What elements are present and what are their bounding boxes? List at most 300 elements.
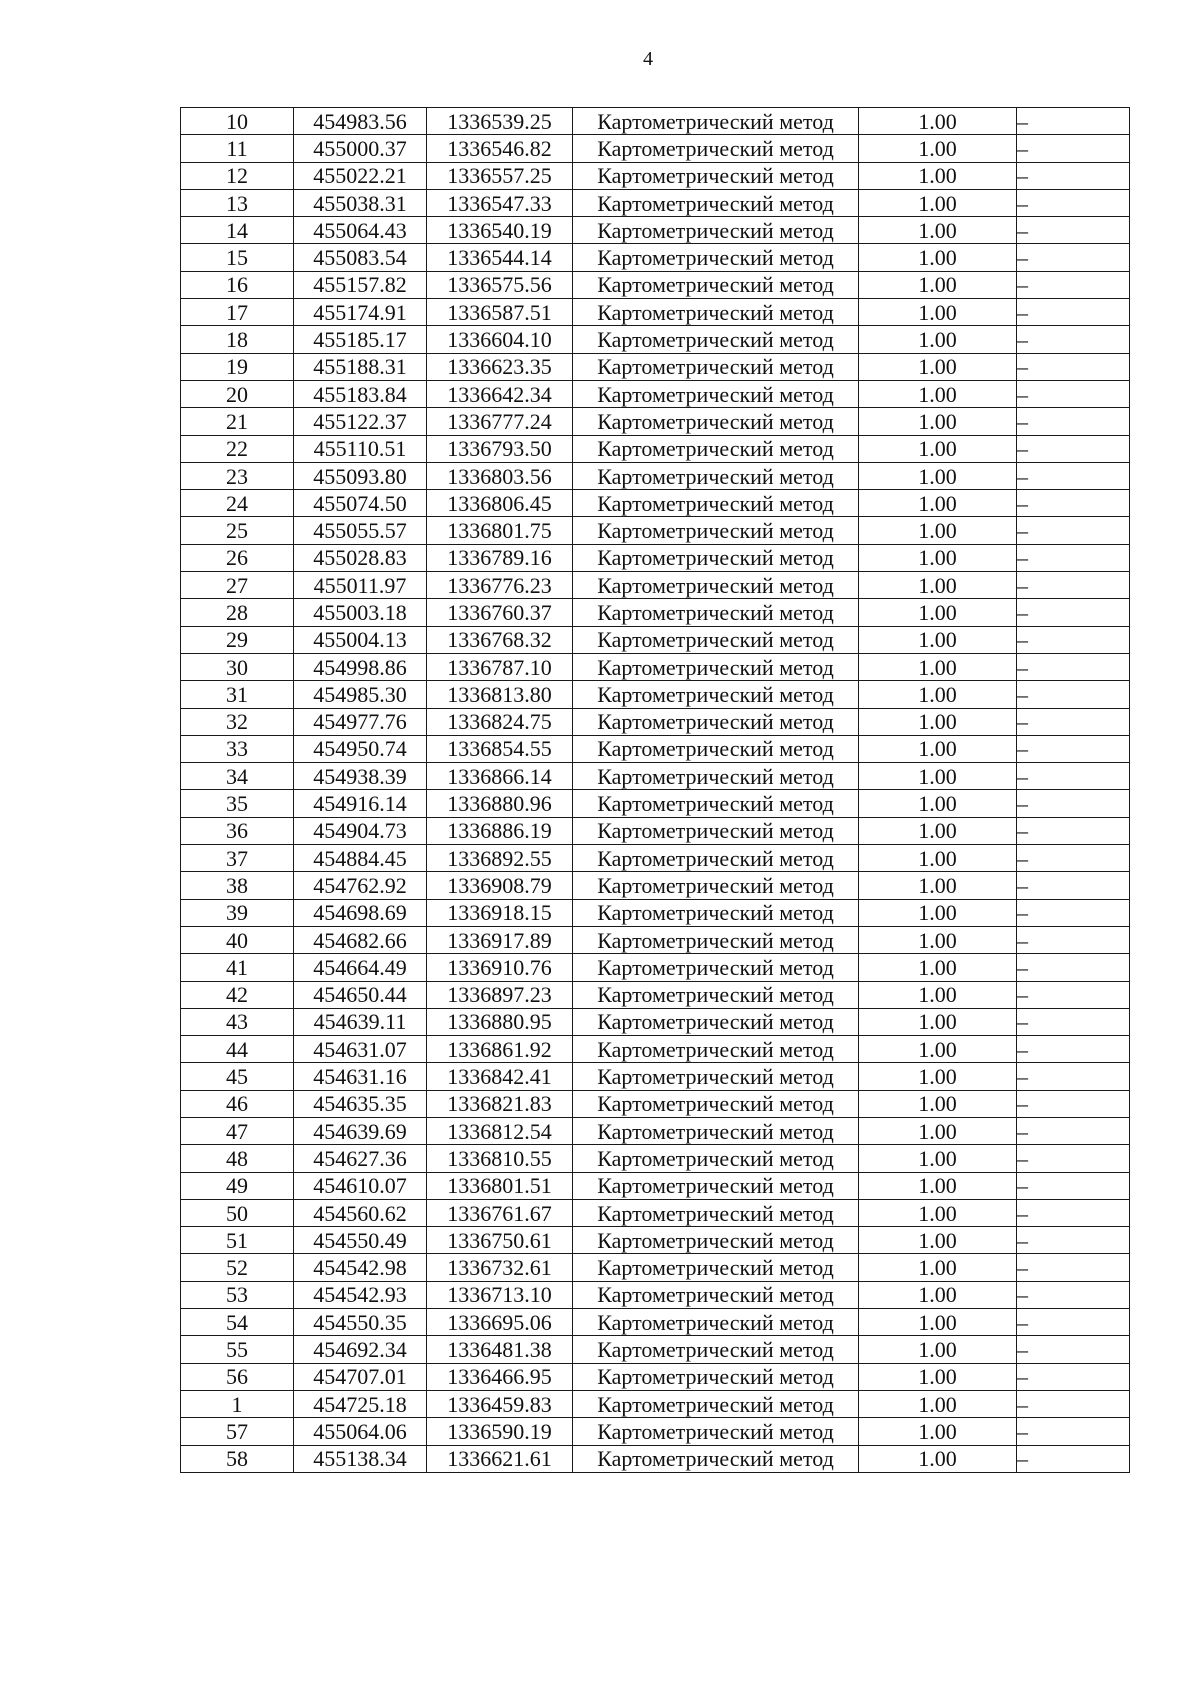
table-row [181, 1254, 1130, 1281]
x-coordinate-cell: 454542.93 [294, 1281, 427, 1308]
method-cell: Картометрический метод [573, 763, 859, 790]
x-coordinate-cell: 454682.66 [294, 926, 427, 953]
accuracy-cell: 1.00 [859, 981, 1017, 1008]
table-row [181, 817, 1130, 844]
description-cell: – [1017, 1172, 1130, 1199]
y-coordinate-cell: 1336810.55 [427, 1145, 573, 1172]
accuracy-cell: 1.00 [859, 1036, 1017, 1063]
point-number-cell: 50 [181, 1199, 294, 1226]
x-coordinate-cell: 454550.35 [294, 1309, 427, 1336]
description-cell: – [1017, 162, 1130, 189]
x-coordinate-cell: 454916.14 [294, 790, 427, 817]
x-coordinate-cell: 455157.82 [294, 271, 427, 298]
point-number-cell: 49 [181, 1172, 294, 1199]
y-coordinate-cell: 1336801.51 [427, 1172, 573, 1199]
point-number-cell: 51 [181, 1227, 294, 1254]
description-cell: – [1017, 380, 1130, 407]
y-coordinate-cell: 1336539.25 [427, 108, 573, 135]
method-cell: Картометрический метод [573, 1063, 859, 1090]
y-coordinate-cell: 1336801.75 [427, 517, 573, 544]
x-coordinate-cell: 455174.91 [294, 299, 427, 326]
description-cell: – [1017, 845, 1130, 872]
point-number-cell: 55 [181, 1336, 294, 1363]
description-cell: – [1017, 244, 1130, 271]
table-row [181, 626, 1130, 653]
x-coordinate-cell: 455110.51 [294, 435, 427, 462]
table-row [181, 1063, 1130, 1090]
point-number-cell: 54 [181, 1309, 294, 1336]
x-coordinate-cell: 455004.13 [294, 626, 427, 653]
point-number-cell: 19 [181, 353, 294, 380]
description-cell: – [1017, 926, 1130, 953]
y-coordinate-cell: 1336787.10 [427, 653, 573, 680]
point-number-cell: 57 [181, 1418, 294, 1445]
point-number-cell: 52 [181, 1254, 294, 1281]
table-row [181, 735, 1130, 762]
method-cell: Картометрический метод [573, 708, 859, 735]
accuracy-cell: 1.00 [859, 1418, 1017, 1445]
method-cell: Картометрический метод [573, 217, 859, 244]
y-coordinate-cell: 1336623.35 [427, 353, 573, 380]
method-cell: Картометрический метод [573, 981, 859, 1008]
x-coordinate-cell: 454635.35 [294, 1090, 427, 1117]
method-cell: Картометрический метод [573, 1172, 859, 1199]
table-row [181, 1172, 1130, 1199]
accuracy-cell: 1.00 [859, 1172, 1017, 1199]
accuracy-cell: 1.00 [859, 435, 1017, 462]
x-coordinate-cell: 455183.84 [294, 380, 427, 407]
y-coordinate-cell: 1336866.14 [427, 763, 573, 790]
description-cell: – [1017, 653, 1130, 680]
accuracy-cell: 1.00 [859, 708, 1017, 735]
method-cell: Картометрический метод [573, 1145, 859, 1172]
point-number-cell: 10 [181, 108, 294, 135]
x-coordinate-cell: 454938.39 [294, 763, 427, 790]
table-row [181, 353, 1130, 380]
method-cell: Картометрический метод [573, 735, 859, 762]
description-cell: – [1017, 599, 1130, 626]
x-coordinate-cell: 454692.34 [294, 1336, 427, 1363]
method-cell: Картометрический метод [573, 954, 859, 981]
description-cell: – [1017, 1227, 1130, 1254]
y-coordinate-cell: 1336466.95 [427, 1363, 573, 1390]
y-coordinate-cell: 1336892.55 [427, 845, 573, 872]
description-cell: – [1017, 572, 1130, 599]
description-cell: – [1017, 1336, 1130, 1363]
method-cell: Картометрический метод [573, 1117, 859, 1144]
method-cell: Картометрический метод [573, 517, 859, 544]
accuracy-cell: 1.00 [859, 572, 1017, 599]
accuracy-cell: 1.00 [859, 1117, 1017, 1144]
method-cell: Картометрический метод [573, 1227, 859, 1254]
description-cell: – [1017, 1418, 1130, 1445]
y-coordinate-cell: 1336713.10 [427, 1281, 573, 1308]
method-cell: Картометрический метод [573, 490, 859, 517]
table-row [181, 1008, 1130, 1035]
x-coordinate-cell: 454884.45 [294, 845, 427, 872]
method-cell: Картометрический метод [573, 353, 859, 380]
table-row [181, 544, 1130, 571]
method-cell: Картометрический метод [573, 572, 859, 599]
x-coordinate-cell: 454650.44 [294, 981, 427, 1008]
y-coordinate-cell: 1336824.75 [427, 708, 573, 735]
description-cell: – [1017, 435, 1130, 462]
point-number-cell: 42 [181, 981, 294, 1008]
table-row [181, 763, 1130, 790]
x-coordinate-cell: 454631.07 [294, 1036, 427, 1063]
method-cell: Картометрический метод [573, 544, 859, 571]
point-number-cell: 53 [181, 1281, 294, 1308]
method-cell: Картометрический метод [573, 435, 859, 462]
description-cell: – [1017, 817, 1130, 844]
point-number-cell: 17 [181, 299, 294, 326]
y-coordinate-cell: 1336547.33 [427, 189, 573, 216]
accuracy-cell: 1.00 [859, 299, 1017, 326]
accuracy-cell: 1.00 [859, 1145, 1017, 1172]
accuracy-cell: 1.00 [859, 735, 1017, 762]
method-cell: Картометрический метод [573, 1281, 859, 1308]
x-coordinate-cell: 455064.06 [294, 1418, 427, 1445]
y-coordinate-cell: 1336861.92 [427, 1036, 573, 1063]
accuracy-cell: 1.00 [859, 954, 1017, 981]
description-cell: – [1017, 899, 1130, 926]
x-coordinate-cell: 454977.76 [294, 708, 427, 735]
x-coordinate-cell: 455138.34 [294, 1445, 427, 1472]
description-cell: – [1017, 408, 1130, 435]
method-cell: Картометрический метод [573, 626, 859, 653]
description-cell: – [1017, 790, 1130, 817]
accuracy-cell: 1.00 [859, 517, 1017, 544]
x-coordinate-cell: 455003.18 [294, 599, 427, 626]
x-coordinate-cell: 455188.31 [294, 353, 427, 380]
table-row [181, 572, 1130, 599]
description-cell: – [1017, 1008, 1130, 1035]
table-row [181, 1336, 1130, 1363]
x-coordinate-cell: 455028.83 [294, 544, 427, 571]
y-coordinate-cell: 1336910.76 [427, 954, 573, 981]
accuracy-cell: 1.00 [859, 1281, 1017, 1308]
point-number-cell: 43 [181, 1008, 294, 1035]
x-coordinate-cell: 455000.37 [294, 135, 427, 162]
point-number-cell: 48 [181, 1145, 294, 1172]
accuracy-cell: 1.00 [859, 626, 1017, 653]
table-row [181, 653, 1130, 680]
table-row [181, 189, 1130, 216]
method-cell: Картометрический метод [573, 926, 859, 953]
y-coordinate-cell: 1336540.19 [427, 217, 573, 244]
method-cell: Картометрический метод [573, 681, 859, 708]
point-number-cell: 13 [181, 189, 294, 216]
description-cell: – [1017, 217, 1130, 244]
accuracy-cell: 1.00 [859, 1063, 1017, 1090]
y-coordinate-cell: 1336557.25 [427, 162, 573, 189]
point-number-cell: 40 [181, 926, 294, 953]
accuracy-cell: 1.00 [859, 1090, 1017, 1117]
description-cell: – [1017, 708, 1130, 735]
point-number-cell: 18 [181, 326, 294, 353]
y-coordinate-cell: 1336621.61 [427, 1445, 573, 1472]
x-coordinate-cell: 455038.31 [294, 189, 427, 216]
y-coordinate-cell: 1336761.67 [427, 1199, 573, 1226]
coordinates-table [180, 107, 1130, 1473]
method-cell: Картометрический метод [573, 1199, 859, 1226]
x-coordinate-cell: 454560.62 [294, 1199, 427, 1226]
table-row [181, 490, 1130, 517]
y-coordinate-cell: 1336776.23 [427, 572, 573, 599]
y-coordinate-cell: 1336590.19 [427, 1418, 573, 1445]
table-row [181, 244, 1130, 271]
method-cell: Картометрический метод [573, 845, 859, 872]
point-number-cell: 30 [181, 653, 294, 680]
table-row [181, 1418, 1130, 1445]
y-coordinate-cell: 1336897.23 [427, 981, 573, 1008]
accuracy-cell: 1.00 [859, 162, 1017, 189]
table-row [181, 872, 1130, 899]
point-number-cell: 58 [181, 1445, 294, 1472]
description-cell: – [1017, 1445, 1130, 1472]
x-coordinate-cell: 454639.11 [294, 1008, 427, 1035]
description-cell: – [1017, 544, 1130, 571]
point-number-cell: 46 [181, 1090, 294, 1117]
accuracy-cell: 1.00 [859, 544, 1017, 571]
method-cell: Картометрический метод [573, 790, 859, 817]
table-row [181, 845, 1130, 872]
description-cell: – [1017, 1199, 1130, 1226]
accuracy-cell: 1.00 [859, 353, 1017, 380]
method-cell: Картометрический метод [573, 1363, 859, 1390]
accuracy-cell: 1.00 [859, 1336, 1017, 1363]
table-row [181, 1036, 1130, 1063]
table-row [181, 954, 1130, 981]
description-cell: – [1017, 108, 1130, 135]
table-row [181, 162, 1130, 189]
description-cell: – [1017, 954, 1130, 981]
accuracy-cell: 1.00 [859, 135, 1017, 162]
description-cell: – [1017, 353, 1130, 380]
description-cell: – [1017, 681, 1130, 708]
accuracy-cell: 1.00 [859, 217, 1017, 244]
point-number-cell: 22 [181, 435, 294, 462]
x-coordinate-cell: 454664.49 [294, 954, 427, 981]
y-coordinate-cell: 1336842.41 [427, 1063, 573, 1090]
table-row [181, 1309, 1130, 1336]
table-row [181, 1363, 1130, 1390]
x-coordinate-cell: 454627.36 [294, 1145, 427, 1172]
method-cell: Картометрический метод [573, 135, 859, 162]
table-row [181, 1281, 1130, 1308]
accuracy-cell: 1.00 [859, 681, 1017, 708]
y-coordinate-cell: 1336642.34 [427, 380, 573, 407]
y-coordinate-cell: 1336917.89 [427, 926, 573, 953]
table-row [181, 708, 1130, 735]
y-coordinate-cell: 1336880.96 [427, 790, 573, 817]
point-number-cell: 16 [181, 271, 294, 298]
x-coordinate-cell: 455083.54 [294, 244, 427, 271]
table-row [181, 299, 1130, 326]
point-number-cell: 24 [181, 490, 294, 517]
accuracy-cell: 1.00 [859, 1008, 1017, 1035]
point-number-cell: 33 [181, 735, 294, 762]
point-number-cell: 39 [181, 899, 294, 926]
point-number-cell: 35 [181, 790, 294, 817]
point-number-cell: 11 [181, 135, 294, 162]
description-cell: – [1017, 135, 1130, 162]
point-number-cell: 47 [181, 1117, 294, 1144]
table-row [181, 1445, 1130, 1472]
method-cell: Картометрический метод [573, 599, 859, 626]
table-row [181, 217, 1130, 244]
accuracy-cell: 1.00 [859, 1227, 1017, 1254]
description-cell: – [1017, 1090, 1130, 1117]
method-cell: Картометрический метод [573, 653, 859, 680]
x-coordinate-cell: 455093.80 [294, 462, 427, 489]
accuracy-cell: 1.00 [859, 380, 1017, 407]
x-coordinate-cell: 454904.73 [294, 817, 427, 844]
table-row [181, 1117, 1130, 1144]
description-cell: – [1017, 189, 1130, 216]
table-row [181, 380, 1130, 407]
x-coordinate-cell: 455055.57 [294, 517, 427, 544]
accuracy-cell: 1.00 [859, 653, 1017, 680]
table-row [181, 926, 1130, 953]
table-row [181, 1227, 1130, 1254]
accuracy-cell: 1.00 [859, 926, 1017, 953]
description-cell: – [1017, 517, 1130, 544]
point-number-cell: 31 [181, 681, 294, 708]
table-row [181, 1090, 1130, 1117]
description-cell: – [1017, 1363, 1130, 1390]
x-coordinate-cell: 455185.17 [294, 326, 427, 353]
table-row [181, 681, 1130, 708]
method-cell: Картометрический метод [573, 1445, 859, 1472]
y-coordinate-cell: 1336587.51 [427, 299, 573, 326]
description-cell: – [1017, 981, 1130, 1008]
page-number: 4 [643, 48, 653, 70]
x-coordinate-cell: 454542.98 [294, 1254, 427, 1281]
x-coordinate-cell: 454950.74 [294, 735, 427, 762]
x-coordinate-cell: 454725.18 [294, 1390, 427, 1417]
accuracy-cell: 1.00 [859, 108, 1017, 135]
description-cell: – [1017, 1309, 1130, 1336]
x-coordinate-cell: 455064.43 [294, 217, 427, 244]
accuracy-cell: 1.00 [859, 1309, 1017, 1336]
point-number-cell: 15 [181, 244, 294, 271]
point-number-cell: 20 [181, 380, 294, 407]
point-number-cell: 37 [181, 845, 294, 872]
method-cell: Картометрический метод [573, 462, 859, 489]
point-number-cell: 38 [181, 872, 294, 899]
accuracy-cell: 1.00 [859, 1199, 1017, 1226]
y-coordinate-cell: 1336886.19 [427, 817, 573, 844]
description-cell: – [1017, 1063, 1130, 1090]
accuracy-cell: 1.00 [859, 1363, 1017, 1390]
method-cell: Картометрический метод [573, 299, 859, 326]
x-coordinate-cell: 454631.16 [294, 1063, 427, 1090]
accuracy-cell: 1.00 [859, 763, 1017, 790]
method-cell: Картометрический метод [573, 1336, 859, 1363]
accuracy-cell: 1.00 [859, 490, 1017, 517]
point-number-cell: 32 [181, 708, 294, 735]
table-row [181, 408, 1130, 435]
method-cell: Картометрический метод [573, 1390, 859, 1417]
accuracy-cell: 1.00 [859, 1254, 1017, 1281]
y-coordinate-cell: 1336880.95 [427, 1008, 573, 1035]
method-cell: Картометрический метод [573, 1008, 859, 1035]
y-coordinate-cell: 1336481.38 [427, 1336, 573, 1363]
y-coordinate-cell: 1336695.06 [427, 1309, 573, 1336]
point-number-cell: 44 [181, 1036, 294, 1063]
table-row [181, 899, 1130, 926]
description-cell: – [1017, 735, 1130, 762]
x-coordinate-cell: 454550.49 [294, 1227, 427, 1254]
table-row [181, 435, 1130, 462]
y-coordinate-cell: 1336821.83 [427, 1090, 573, 1117]
description-cell: – [1017, 271, 1130, 298]
table-row [181, 462, 1130, 489]
accuracy-cell: 1.00 [859, 1390, 1017, 1417]
description-cell: – [1017, 490, 1130, 517]
description-cell: – [1017, 299, 1130, 326]
x-coordinate-cell: 455011.97 [294, 572, 427, 599]
table-row [181, 135, 1130, 162]
point-number-cell: 45 [181, 1063, 294, 1090]
coordinates-table-body [181, 108, 1130, 1473]
y-coordinate-cell: 1336803.56 [427, 462, 573, 489]
y-coordinate-cell: 1336793.50 [427, 435, 573, 462]
method-cell: Картометрический метод [573, 899, 859, 926]
y-coordinate-cell: 1336459.83 [427, 1390, 573, 1417]
x-coordinate-cell: 454698.69 [294, 899, 427, 926]
accuracy-cell: 1.00 [859, 271, 1017, 298]
x-coordinate-cell: 454983.56 [294, 108, 427, 135]
table-row [181, 1390, 1130, 1417]
method-cell: Картометрический метод [573, 271, 859, 298]
y-coordinate-cell: 1336777.24 [427, 408, 573, 435]
description-cell: – [1017, 1254, 1130, 1281]
y-coordinate-cell: 1336604.10 [427, 326, 573, 353]
x-coordinate-cell: 454762.92 [294, 872, 427, 899]
description-cell: – [1017, 1036, 1130, 1063]
y-coordinate-cell: 1336544.14 [427, 244, 573, 271]
method-cell: Картометрический метод [573, 408, 859, 435]
point-number-cell: 29 [181, 626, 294, 653]
y-coordinate-cell: 1336806.45 [427, 490, 573, 517]
description-cell: – [1017, 626, 1130, 653]
y-coordinate-cell: 1336918.15 [427, 899, 573, 926]
y-coordinate-cell: 1336732.61 [427, 1254, 573, 1281]
table-row [181, 1145, 1130, 1172]
description-cell: – [1017, 462, 1130, 489]
point-number-cell: 34 [181, 763, 294, 790]
table-row [181, 517, 1130, 544]
accuracy-cell: 1.00 [859, 326, 1017, 353]
method-cell: Картометрический метод [573, 817, 859, 844]
method-cell: Картометрический метод [573, 1309, 859, 1336]
accuracy-cell: 1.00 [859, 189, 1017, 216]
point-number-cell: 14 [181, 217, 294, 244]
point-number-cell: 23 [181, 462, 294, 489]
accuracy-cell: 1.00 [859, 845, 1017, 872]
method-cell: Картометрический метод [573, 244, 859, 271]
table-row [181, 981, 1130, 1008]
x-coordinate-cell: 454707.01 [294, 1363, 427, 1390]
description-cell: – [1017, 1281, 1130, 1308]
method-cell: Картометрический метод [573, 872, 859, 899]
description-cell: – [1017, 1117, 1130, 1144]
description-cell: – [1017, 1145, 1130, 1172]
y-coordinate-cell: 1336760.37 [427, 599, 573, 626]
x-coordinate-cell: 454998.86 [294, 653, 427, 680]
